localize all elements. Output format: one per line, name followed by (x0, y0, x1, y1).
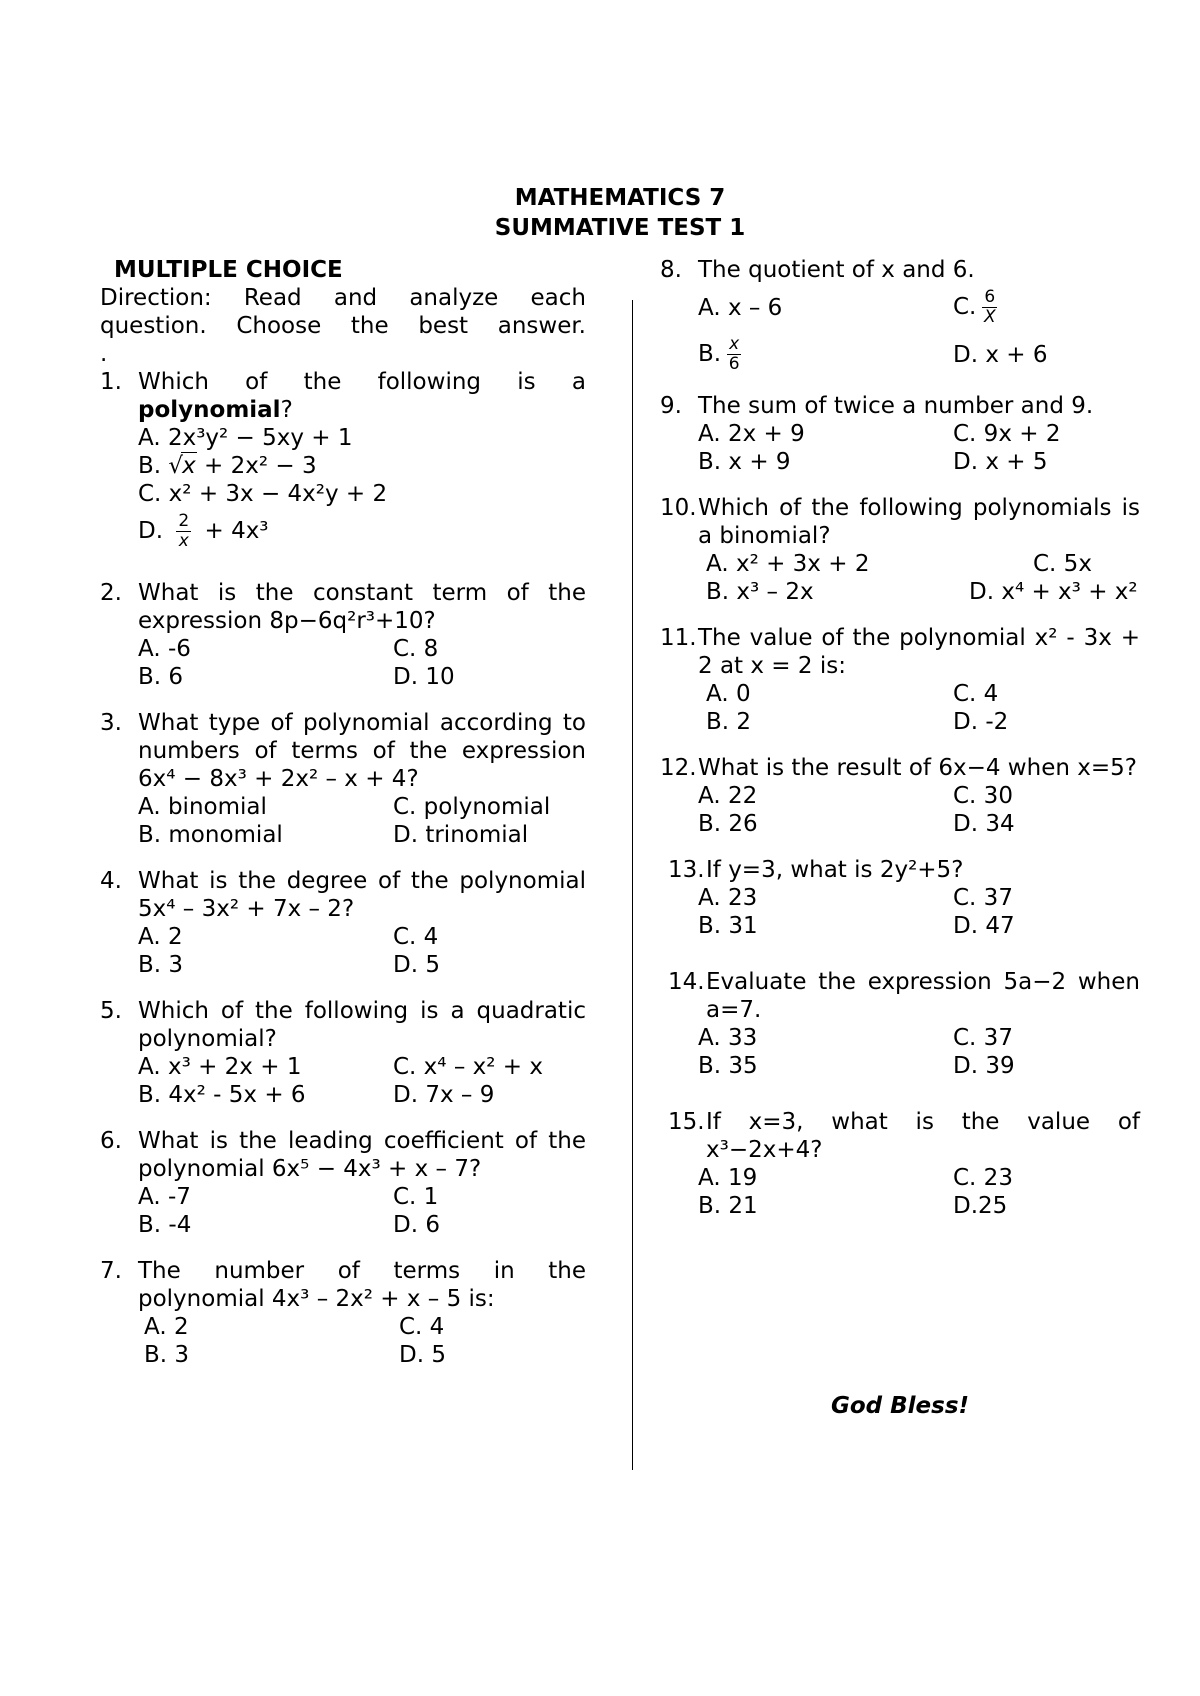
option-d: D. 5 (393, 952, 440, 978)
option-c: C. 9x + 2 (953, 421, 1061, 447)
option-a: A. -6 (138, 636, 191, 662)
question-3 (100, 709, 586, 849)
question-stem: If y=3, what is 2y²+5? (706, 857, 964, 883)
option-c: C. 23 (953, 1165, 1013, 1191)
fraction (727, 335, 741, 374)
question-12 (660, 754, 1140, 838)
option-d: D.25 (953, 1193, 1008, 1219)
question-number: 8. (660, 257, 682, 283)
fraction-numerator: 6 (984, 287, 996, 307)
question-stem: The value of the polynomial x² - 3x + 2 at x = 2 is: (698, 625, 1140, 679)
options (698, 1024, 1140, 1080)
option-a: A. 2 (144, 1314, 189, 1340)
question-stem: What is the result of 6x−4 when x=5? (698, 755, 1137, 781)
option-b-prefix: B. (138, 453, 169, 479)
option-d: D. 5 (399, 1342, 446, 1368)
option-a: A. 2 (138, 924, 183, 950)
question-2 (100, 579, 586, 691)
options (138, 923, 586, 979)
question-stem: Which of the following polynomials is a binomial? (698, 495, 1140, 549)
question-stem: What is the constant term of the expression 8p−6q²r³+10? (138, 580, 586, 634)
option-a: A. 0 (706, 681, 751, 707)
option-b: B. x + 9 (698, 449, 791, 475)
option-a: A. x³ + 2x + 1 (138, 1054, 302, 1080)
option-b: B. √x + 2x² − 3 (138, 453, 317, 479)
option-d: D. x + 6 (953, 341, 1048, 368)
option-a: A. 19 (698, 1165, 758, 1191)
question-number: 1. (100, 369, 122, 395)
question-number: 15. (668, 1109, 705, 1135)
options (698, 1164, 1140, 1220)
question-5 (100, 997, 586, 1109)
option-a: A. 2x + 9 (698, 421, 805, 447)
fraction-numerator: x (729, 334, 740, 354)
option-b: B. 21 (698, 1193, 758, 1219)
option-b: B. 3 (138, 952, 184, 978)
options (698, 782, 1140, 838)
option-c-prefix: C. (953, 294, 977, 320)
keyword: polynomial (138, 397, 281, 423)
question-number: 2. (100, 580, 122, 606)
option-a: A. -7 (138, 1184, 191, 1210)
question-8 (660, 256, 1140, 374)
option-c: C. 37 (953, 885, 1013, 911)
question-number: 12. (660, 755, 697, 781)
question-number: 3. (100, 710, 122, 736)
option-b-rest: + 2x² − 3 (196, 453, 317, 479)
fraction-numerator: 2 (178, 511, 190, 531)
question-number: 7. (100, 1258, 122, 1284)
question-15 (660, 1108, 1140, 1220)
question-stem: What type of polynomial according to numbers of terms of the expression 6x⁴ − 8x³ + 2x² – x + 4? (138, 710, 586, 792)
page-subtitle: SUMMATIVE TEST 1 (494, 215, 746, 241)
column-divider (632, 300, 633, 1470)
option-d: D. 47 (953, 913, 1015, 939)
option-c: C. 4 (393, 924, 439, 950)
option-d: D. -2 (953, 709, 1009, 735)
option-d (138, 512, 586, 551)
option-b: B. 31 (698, 913, 758, 939)
question-number: 13. (668, 857, 705, 883)
option-a: A. x – 6 (698, 294, 783, 321)
stray-dot: . (100, 341, 108, 367)
option-b: B. -4 (138, 1212, 192, 1238)
question-1 (100, 368, 586, 551)
options (698, 680, 1140, 736)
question-mark: ? (280, 397, 293, 423)
question-number: 9. (660, 393, 682, 419)
question-4 (100, 867, 586, 979)
option-c: C. 1 (393, 1184, 439, 1210)
options (138, 1313, 586, 1369)
option-d: D. x⁴ + x³ + x² (969, 579, 1138, 605)
question-14 (660, 968, 1140, 1080)
left-column (100, 256, 586, 1369)
option-b: B. 6 (138, 664, 184, 690)
section-title: MULTIPLE CHOICE (114, 257, 343, 283)
options (698, 288, 1140, 374)
option-c: C. 5x (1033, 551, 1092, 577)
option-b: B. monomial (138, 822, 283, 848)
options (698, 884, 1140, 940)
question-stem: What is the degree of the polynomial 5x⁴ – 3x² + 7x – 2? (138, 868, 586, 922)
question-number: 5. (100, 998, 122, 1024)
question-stem: The sum of twice a number and 9. (698, 393, 1094, 419)
closing-message: God Bless! (830, 1393, 970, 1419)
option-d: D. trinomial (393, 822, 529, 848)
fraction-denominator: x (178, 531, 189, 551)
option-d: D. x + 5 (953, 449, 1048, 475)
option-d: D. 34 (953, 811, 1015, 837)
question-9 (660, 392, 1140, 476)
directions: Direction: Read and analyze each question. Choose the best answer. (100, 285, 586, 339)
question-stem: Which of the following is a quadratic polynomial? (138, 998, 586, 1052)
option-b: B. 4x² - 5x + 6 (138, 1082, 306, 1108)
page-title: MATHEMATICS 7 (514, 185, 726, 211)
question-stem: What is the leading coefficient of the polynomial 6x⁵ − 4x³ + x – 7? (138, 1128, 586, 1182)
option-c: C. 30 (953, 783, 1013, 809)
option-b (698, 335, 953, 374)
radicand: x (182, 453, 196, 479)
option-d-prefix: D. (138, 518, 164, 544)
question-6 (100, 1127, 586, 1239)
option-d: D. 39 (953, 1053, 1015, 1079)
question-stem: Evaluate the expression 5a−2 when a=7. (706, 969, 1140, 1023)
fraction-denominator: X (983, 307, 996, 327)
option-c: C. 37 (953, 1025, 1013, 1051)
question-11 (660, 624, 1140, 736)
option-c: C. 4 (399, 1314, 445, 1340)
option-b: B. 35 (698, 1053, 758, 1079)
option-c: C. 8 (393, 636, 439, 662)
option-c: C. x² + 3x − 4x²y + 2 (138, 481, 388, 507)
option-b: B. 3 (144, 1342, 190, 1368)
options (138, 793, 586, 849)
option-a: A. 22 (698, 783, 758, 809)
fraction (176, 512, 191, 551)
fraction-denominator: 6 (728, 354, 740, 374)
question-13 (660, 856, 1140, 940)
question-stem-cont (138, 396, 586, 424)
option-b-prefix: B. (698, 341, 722, 367)
options (698, 420, 1140, 476)
option-d: D. 10 (393, 664, 455, 690)
option-a: A. 33 (698, 1025, 758, 1051)
option-d-rest: + 4x³ (204, 518, 269, 544)
option-c: C. polynomial (393, 794, 551, 820)
option-a: A. 2x³y² − 5xy + 1 (138, 425, 353, 451)
option-d: D. 6 (393, 1212, 440, 1238)
question-number: 11. (660, 625, 697, 651)
options (698, 550, 1140, 606)
option-c: C. 4 (953, 681, 999, 707)
question-number: 4. (100, 868, 122, 894)
question-number: 14. (668, 969, 705, 995)
fraction (982, 288, 997, 327)
question-stem: The number of terms in the polynomial 4x³ – 2x² + x – 5 is: (138, 1258, 586, 1312)
options (138, 635, 586, 691)
question-7 (100, 1257, 586, 1369)
question-stem: If x=3, what is the value of x³−2x+4? (706, 1109, 1140, 1163)
question-stem: The quotient of x and 6. (698, 257, 975, 283)
question-stem: Which of the following is a (138, 369, 586, 395)
option-b: B. 2 (706, 709, 752, 735)
right-column (660, 256, 1140, 1220)
option-b: B. x³ – 2x (706, 579, 814, 605)
question-number: 6. (100, 1128, 122, 1154)
option-b: B. 26 (698, 811, 758, 837)
question-number: 10. (660, 495, 697, 521)
option-a: A. binomial (138, 794, 267, 820)
option-a: A. x² + 3x + 2 (706, 551, 870, 577)
options (138, 1053, 586, 1109)
option-d: D. 7x – 9 (393, 1082, 495, 1108)
question-10 (660, 494, 1140, 606)
options (138, 1183, 586, 1239)
option-c (953, 288, 1183, 327)
option-c: C. x⁴ – x² + x (393, 1054, 543, 1080)
option-a: A. 23 (698, 885, 758, 911)
